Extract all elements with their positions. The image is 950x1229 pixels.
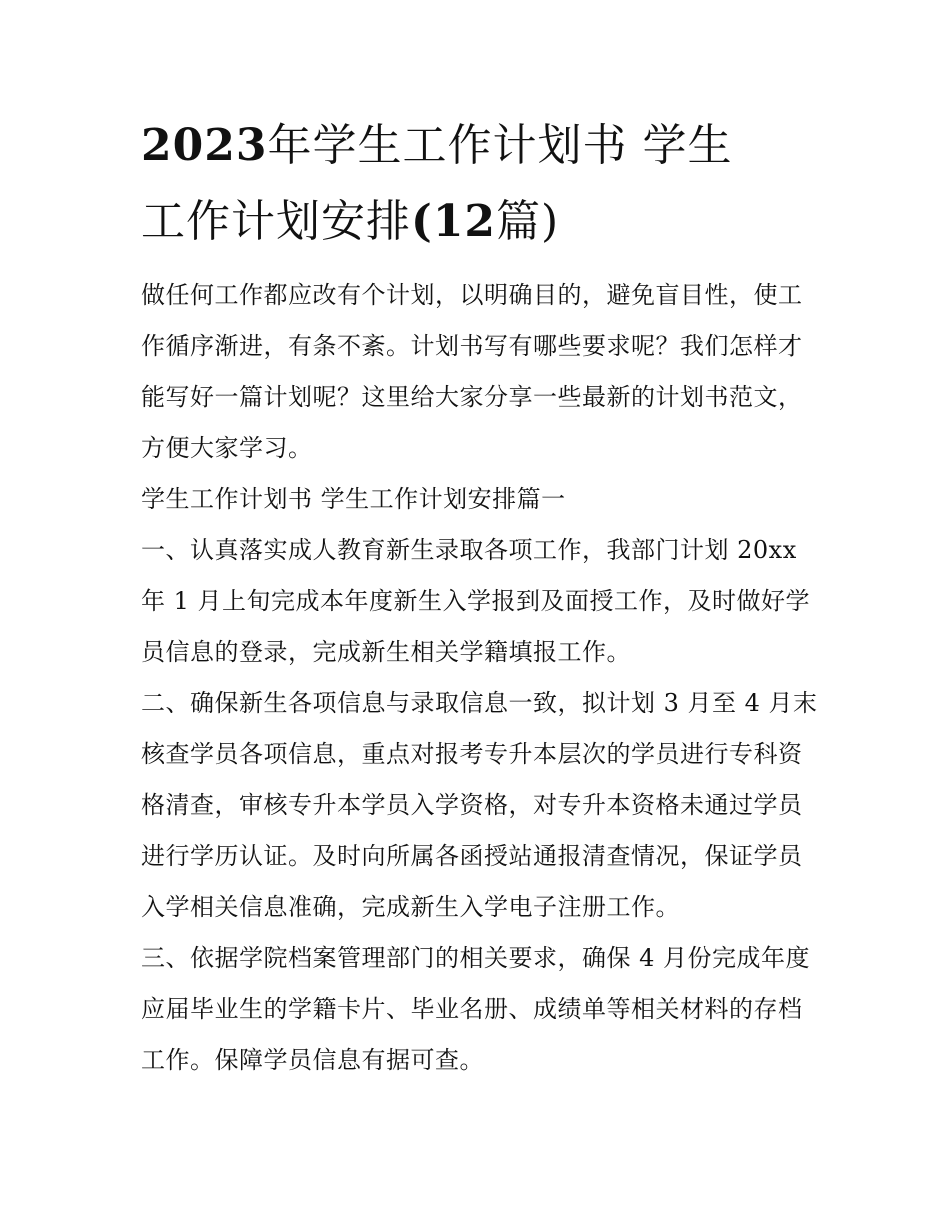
paragraph-line: 核查学员各项信息，重点对报考专升本层次的学员进行专科资 [141,740,803,768]
paragraph-line: 能写好一篇计划呢？这里给大家分享一些最新的计划书范文， [141,383,803,411]
title-year: 2023 [141,120,268,171]
paragraph-line: 三、依据学院档案管理部门的相关要求，确保 4 月份完成年度 [141,944,811,972]
paragraph-line: 格清查，审核专升本学员入学资格，对专升本资格未通过学员 [141,791,803,819]
paragraph-line: 学生工作计划书 学生工作计划安排篇一 [141,485,566,513]
title-line-1-text: 年学生工作计划书 学生 [267,120,733,171]
title-line-2 [141,184,816,260]
paragraph-1 [141,270,816,474]
document-body [141,270,816,1086]
paragraph-line: 作循序渐进，有条不紊。计划书写有哪些要求呢？我们怎样才 [141,332,803,360]
paragraph-line: 一、认真落实成人教育新生录取各项工作，我部门计划 20xx [141,536,797,564]
paragraph-line: 做任何工作都应改有个计划，以明确目的，避免盲目性，使工 [141,281,803,309]
paragraph-2 [141,474,816,525]
title-line-2-text: 工作计划安排 [141,196,411,247]
title-line-2-tail: 篇) [496,196,560,247]
paragraph-line: 年 1 月上旬完成本年度新生入学报到及面授工作，及时做好学 [141,587,811,615]
paragraph-line: 二、确保新生各项信息与录取信息一致，拟计划 3 月至 4 月末 [141,689,818,717]
paragraph-line: 应届毕业生的学籍卡片、毕业名册、成绩单等相关材料的存档 [141,995,803,1023]
document-title [141,108,816,260]
paragraph-5 [141,933,816,1086]
paragraph-line: 方便大家学习。 [141,434,313,462]
paragraph-3 [141,525,816,678]
paragraph-line: 工作。保障学员信息有据可查。 [141,1046,484,1074]
document-page [141,108,816,1086]
title-line-1 [141,108,816,184]
paragraph-line: 入学相关信息准确，完成新生入学电子注册工作。 [141,893,680,921]
paragraph-4 [141,678,816,933]
paragraph-line: 员信息的登录，完成新生相关学籍填报工作。 [141,638,631,666]
paragraph-line: 进行学历认证。及时向所属各函授站通报清查情况，保证学员 [141,842,803,870]
title-count: (12 [411,196,497,247]
